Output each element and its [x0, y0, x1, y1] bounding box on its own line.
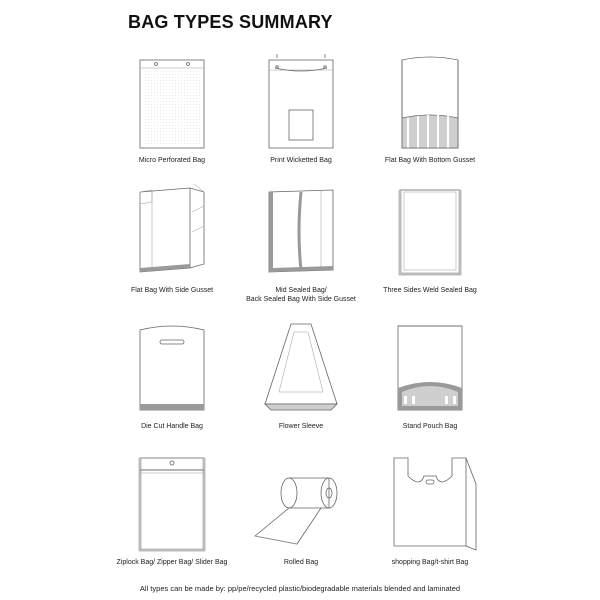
bag-label: Flat Bag With Side Gusset: [130, 287, 214, 294]
die-cut-handle-bag-icon: [132, 318, 212, 418]
bag-label: Rolled Bag: [283, 559, 319, 566]
stand-pouch-bag-icon: [390, 318, 470, 418]
bag-label: Ziplock Bag/ Zipper Bag/ Slider Bag: [116, 559, 228, 566]
bag-cell-flat-bottom-gusset: [350, 52, 510, 182]
shopping-tshirt-bag-icon: [390, 454, 470, 554]
flower-sleeve-icon: [261, 318, 341, 418]
bag-label: Die Cut Handle Bag: [141, 423, 203, 430]
bag-cell-shopping-tshirt: [350, 454, 510, 584]
flat-bag-side-gusset-icon: [132, 182, 212, 282]
mid-sealed-bag-icon: [261, 182, 341, 282]
rolled-bag-icon: [261, 454, 341, 554]
bag-label: Micro Perforated Bag: [138, 157, 206, 164]
bag-label: Print Wicketted Bag: [270, 157, 332, 164]
bag-cell-stand-pouch: [350, 318, 510, 448]
ziplock-bag-icon: [132, 454, 212, 554]
bag-label: Mid Sealed Bag/ Back Sealed Bag With Side Gusset: [246, 287, 356, 303]
page-title: BAG TYPES SUMMARY: [128, 12, 333, 32]
micro-perforated-bag-icon: [132, 52, 212, 152]
bag-label: Three Sides Weld Sealed Bag: [383, 287, 477, 294]
bag-cell-three-sides-weld: [350, 182, 510, 312]
bag-label: Stand Pouch Bag: [402, 423, 458, 430]
footer-note: All types can be made by: pp/pe/recycled plastic/biodegradable materials blended and laminated: [139, 584, 461, 593]
three-sides-weld-bag-icon: [390, 182, 470, 282]
flat-bag-bottom-gusset-icon: [390, 52, 470, 152]
bag-label: Flower Sleeve: [278, 423, 324, 430]
bag-label: shopping Bag/t-shirt Bag: [391, 559, 469, 566]
bag-label: Flat Bag With Bottom Gusset: [384, 157, 476, 164]
print-wicketted-bag-icon: [261, 52, 341, 152]
